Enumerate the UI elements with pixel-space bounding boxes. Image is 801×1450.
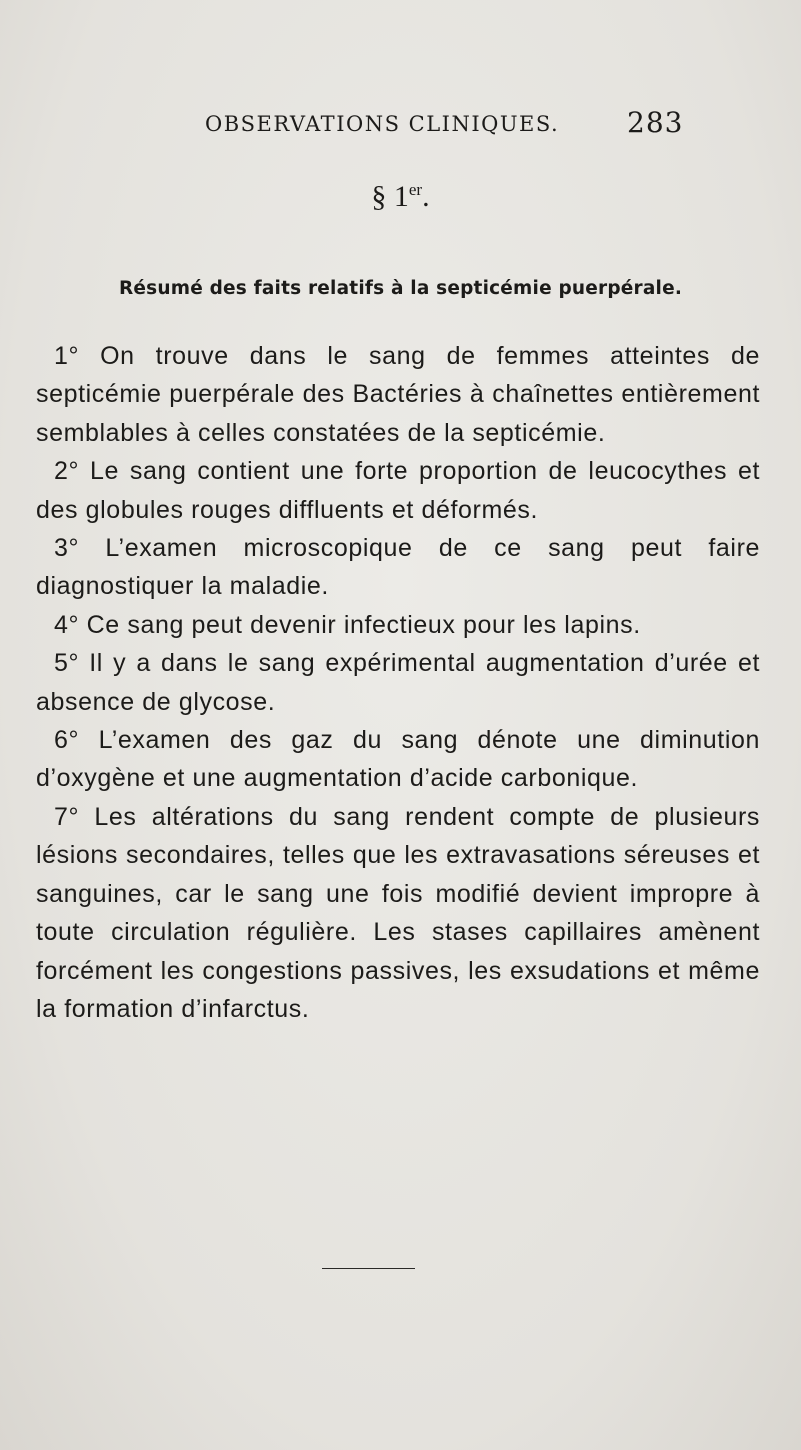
paragraph: 1° On trouve dans le sang de femmes atteintes de septicémie puerpérale des Bactéries à chaînettes entièrement semblables à celles constatées de la septicémie. bbox=[36, 342, 760, 447]
running-head bbox=[0, 108, 801, 148]
page-number: 283 bbox=[627, 106, 684, 139]
paragraph: 4° Ce sang peut devenir infectieux pour les lapins. bbox=[54, 610, 641, 639]
paragraph: 3° L’examen microscopique de ce sang peut faire diagnostiquer la maladie. bbox=[36, 534, 760, 601]
paragraph: 5° Il y a dans le sang expérimental augmentation d’urée et absence de glycose. bbox=[36, 649, 760, 716]
section-subtitle: Résumé des faits relatifs à la septicémie puerpérale. bbox=[118, 278, 683, 299]
paragraph: 7° Les altérations du sang rendent compte de plusieurs lésions secondaires, telles que les extravasations séreuses et sanguines, car le sang une fois modifié devient impropre à toute circulation régulière. Les stases capillaires amènent forcément les congestions passives, les exsudations et même la formation d’infarctus. bbox=[36, 802, 760, 1023]
section-number-superscript: er bbox=[408, 180, 423, 199]
section-heading bbox=[0, 180, 801, 214]
end-rule-divider bbox=[322, 1268, 415, 1269]
paragraph: 6° L’examen des gaz du sang dénote une diminution d’oxygène et une augmentation d’acide carbonique. bbox=[36, 726, 760, 793]
running-title: OBSERVATIONS CLINIQUES. bbox=[205, 112, 560, 136]
section-number-period: . bbox=[422, 180, 430, 213]
paragraph: 2° Le sang contient une forte proportion de leucocythes et des globules rouges diffluents et déformés. bbox=[36, 457, 760, 524]
section-number: § 1 bbox=[371, 180, 409, 213]
body-text bbox=[36, 337, 760, 1028]
